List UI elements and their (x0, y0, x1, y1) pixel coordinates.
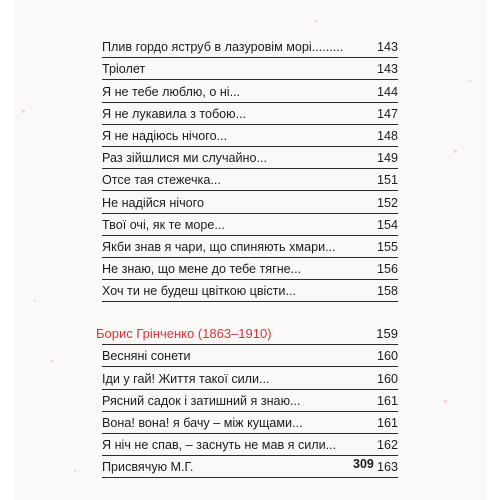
toc-entry-title: Хоч ти не будеш цвіткою цвісти... (102, 284, 296, 299)
toc-entry[interactable] (102, 345, 398, 367)
toc-entry-page: 147 (376, 106, 398, 121)
book-page (14, 0, 486, 500)
toc-entry-title: Не надійся нічого (102, 195, 204, 210)
toc-entry[interactable] (102, 36, 398, 58)
page-number: 309 (353, 457, 374, 471)
paper-speckle (469, 80, 471, 82)
toc-entry-title: Я не тебе люблю, о ні... (102, 84, 241, 99)
toc-entry-title: Отсе тая стежечка... (102, 173, 221, 188)
toc-entry[interactable] (102, 103, 398, 125)
section-spacer (102, 302, 398, 320)
toc-entry-title: Твої очі, як те море... (102, 217, 225, 232)
toc-entry-page: 161 (376, 393, 398, 408)
paper-speckle (34, 300, 36, 302)
paper-speckle (74, 470, 76, 472)
paper-speckle (50, 360, 53, 362)
paper-speckle (314, 20, 317, 22)
toc-entry-title: Тріолет (102, 62, 146, 77)
toc-entry[interactable] (102, 147, 398, 169)
paper-speckle (22, 110, 25, 113)
toc-entry-page: 155 (376, 239, 398, 254)
toc-entry[interactable] (102, 258, 398, 280)
toc-entry-page: 158 (376, 284, 398, 299)
toc-entry-page: 149 (376, 151, 398, 166)
toc-entry-title: Рясний садок і затишний я знаю... (102, 393, 301, 408)
toc-entry-page: 148 (376, 128, 398, 143)
toc-entry[interactable] (102, 390, 398, 412)
toc-entry-page: 161 (376, 416, 398, 430)
toc-entry-page: 160 (376, 349, 398, 364)
toc-entry-title: Весняні сонети (102, 349, 191, 364)
toc-entry[interactable] (102, 58, 398, 80)
toc-entry-title: Я не надіюсь нічого... (102, 128, 228, 143)
toc-entry[interactable] (102, 412, 398, 434)
toc-entry[interactable] (102, 280, 398, 302)
toc-entry[interactable] (102, 214, 398, 236)
toc-entry[interactable] (102, 236, 398, 258)
toc-entry[interactable] (102, 169, 398, 191)
toc-entry[interactable] (102, 367, 398, 389)
toc-entry-title: Присвячую М.Г. (102, 460, 194, 475)
toc-entry-page: 162 (376, 438, 398, 453)
toc-entry-title: Плив гордо яструб в лазуровім морі......... (102, 40, 344, 55)
toc-entry-page: 156 (376, 262, 398, 277)
paper-speckle (454, 150, 457, 153)
toc-entry[interactable] (102, 80, 398, 102)
paper-speckle (444, 400, 447, 403)
toc-entry-page: 143 (376, 62, 398, 77)
toc-entry-page: 154 (376, 217, 398, 232)
toc-entry[interactable] (102, 434, 398, 456)
toc-author-heading[interactable] (96, 320, 398, 345)
toc-entry-title: Іди у гай! Життя такої сили... (102, 371, 270, 386)
toc-entry-title: Раз зійшлися ми случайно... (102, 151, 268, 166)
toc-entry-title: Я не лукавила з тобою... (102, 106, 247, 121)
table-of-contents (96, 36, 398, 478)
toc-entry-page: 159 (376, 326, 398, 342)
author-name: Борис Грінченко (1863–1910) (96, 326, 272, 342)
toc-entry-title: Вона! вона! я бачу – між кущами... (102, 416, 303, 430)
toc-entry[interactable] (102, 125, 398, 147)
toc-entry-page: 151 (376, 173, 398, 188)
toc-entry-page: 143 (376, 40, 398, 55)
toc-entry-page: 152 (376, 195, 398, 210)
toc-entry-page: 160 (376, 371, 398, 386)
toc-entry-page: 163 (376, 460, 398, 475)
toc-entry-title: Не знаю, що мене до тебе тягне... (102, 262, 302, 277)
toc-entry-title: Я ніч не спав, – заснуть не мав я сили... (102, 438, 337, 453)
toc-entry-title: Якби знав я чари, що спиняють хмари... (102, 239, 336, 254)
toc-entry-page: 144 (376, 84, 398, 99)
toc-entry[interactable] (102, 191, 398, 213)
